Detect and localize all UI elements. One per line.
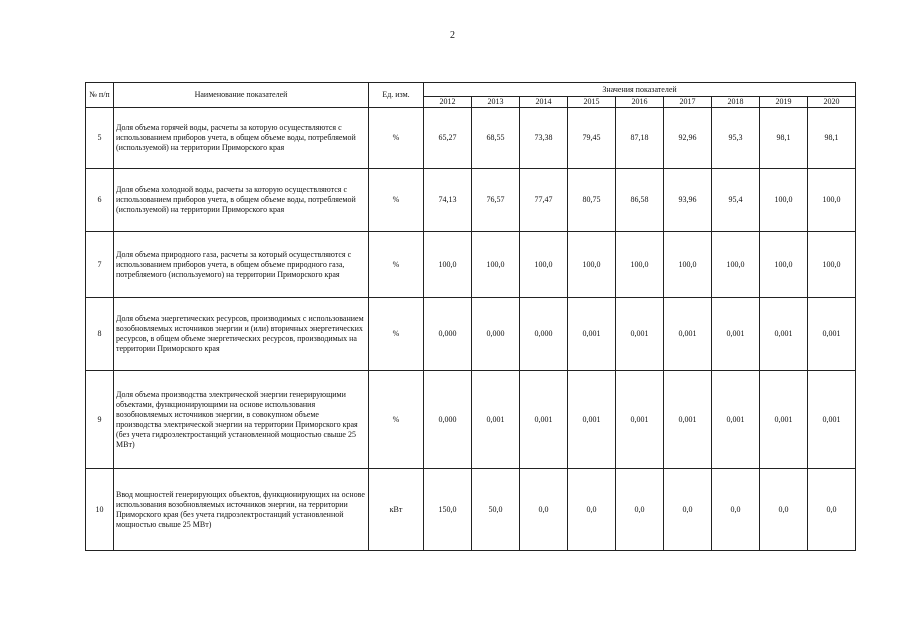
row-number: 5: [86, 108, 114, 169]
value-cell: 86,58: [616, 169, 664, 232]
value-cell: 0,0: [760, 469, 808, 551]
header-year: 2020: [808, 97, 856, 108]
row-number: 8: [86, 298, 114, 371]
value-cell: 0,000: [520, 298, 568, 371]
indicator-name: Доля объема холодной воды, расчеты за которую осуществляются с использованием приборов учета, в общем объеме воды, потребляемой (используемой) на территории Приморского края: [114, 169, 369, 232]
row-number: 7: [86, 232, 114, 298]
value-cell: 100,0: [472, 232, 520, 298]
value-cell: 0,001: [712, 371, 760, 469]
table-row: [86, 298, 856, 371]
value-cell: 0,001: [616, 371, 664, 469]
value-cell: 0,0: [664, 469, 712, 551]
page-number: 2: [450, 30, 455, 41]
value-cell: 92,96: [664, 108, 712, 169]
header-year: 2015: [568, 97, 616, 108]
table-row: [86, 108, 856, 169]
header-year: 2019: [760, 97, 808, 108]
unit-cell: %: [369, 169, 424, 232]
row-number: 6: [86, 169, 114, 232]
table-row: [86, 371, 856, 469]
value-cell: 0,000: [424, 298, 472, 371]
header-year: 2013: [472, 97, 520, 108]
unit-cell: кВт: [369, 469, 424, 551]
header-year: 2014: [520, 97, 568, 108]
value-cell: 0,001: [808, 298, 856, 371]
indicator-name: Ввод мощностей генерирующих объектов, функционирующих на основе использования возобновляемых источников энергии, на территории Приморского края (без учета гидроэлектростанций установленной мощностью свыше 25 МВт): [114, 469, 369, 551]
unit-cell: %: [369, 298, 424, 371]
value-cell: 0,001: [712, 298, 760, 371]
value-cell: 100,0: [520, 232, 568, 298]
value-cell: 0,000: [424, 371, 472, 469]
value-cell: 0,0: [712, 469, 760, 551]
indicator-name: Доля объема энергетических ресурсов, производимых с использованием возобновляемых источников энергии и (или) вторичных энергетических ресурсов, в общем объеме энергетических ресурсов, производимых на территории Приморского края: [114, 298, 369, 371]
value-cell: 100,0: [808, 169, 856, 232]
value-cell: 100,0: [712, 232, 760, 298]
indicator-name: Доля объема горячей воды, расчеты за которую осуществляются с использованием приборов учета, в общем объеме воды, потребляемой (используемой) на территории Приморского края: [114, 108, 369, 169]
header-num: № п/п: [86, 83, 114, 108]
value-cell: 0,001: [616, 298, 664, 371]
value-cell: 0,001: [472, 371, 520, 469]
value-cell: 100,0: [760, 169, 808, 232]
value-cell: 0,0: [568, 469, 616, 551]
value-cell: 98,1: [808, 108, 856, 169]
value-cell: 100,0: [616, 232, 664, 298]
value-cell: 73,38: [520, 108, 568, 169]
value-cell: 0,001: [664, 371, 712, 469]
value-cell: 100,0: [664, 232, 712, 298]
header-year: 2016: [616, 97, 664, 108]
header-year: 2012: [424, 97, 472, 108]
value-cell: 79,45: [568, 108, 616, 169]
value-cell: 68,55: [472, 108, 520, 169]
unit-cell: %: [369, 108, 424, 169]
value-cell: 87,18: [616, 108, 664, 169]
value-cell: 100,0: [424, 232, 472, 298]
value-cell: 0,0: [808, 469, 856, 551]
value-cell: 80,75: [568, 169, 616, 232]
table-row: [86, 232, 856, 298]
value-cell: 50,0: [472, 469, 520, 551]
table-row: [86, 169, 856, 232]
value-cell: 65,27: [424, 108, 472, 169]
value-cell: 0,001: [568, 298, 616, 371]
value-cell: 0,001: [664, 298, 712, 371]
value-cell: 0,001: [760, 298, 808, 371]
header-year: 2017: [664, 97, 712, 108]
row-number: 9: [86, 371, 114, 469]
value-cell: 95,3: [712, 108, 760, 169]
value-cell: 0,001: [568, 371, 616, 469]
value-cell: 100,0: [808, 232, 856, 298]
value-cell: 76,57: [472, 169, 520, 232]
value-cell: 100,0: [568, 232, 616, 298]
indicators-table: [85, 82, 856, 551]
table-header: [86, 83, 856, 108]
value-cell: 100,0: [760, 232, 808, 298]
indicator-name: Доля объема природного газа, расчеты за который осуществляются с использованием приборов учета, в общем объеме природного газа, потребляемого (используемого) на территории Приморского края: [114, 232, 369, 298]
unit-cell: %: [369, 371, 424, 469]
value-cell: 0,001: [808, 371, 856, 469]
value-cell: 0,001: [760, 371, 808, 469]
value-cell: 0,0: [616, 469, 664, 551]
value-cell: 95,4: [712, 169, 760, 232]
table-body: [86, 108, 856, 551]
value-cell: 150,0: [424, 469, 472, 551]
value-cell: 0,001: [520, 371, 568, 469]
value-cell: 98,1: [760, 108, 808, 169]
unit-cell: %: [369, 232, 424, 298]
header-name: Наименование показателей: [114, 83, 369, 108]
indicator-name: Доля объема производства электрической энергии генерирующими объектами, функционирующими на основе использования возобновляемых источников энергии, в совокупном объеме производства электрической энергии на территории Приморского края (без учета гидроэлектростанций установленной мощностью свыше 25 МВт): [114, 371, 369, 469]
header-values-group: Значения показателей: [424, 83, 856, 97]
value-cell: 0,0: [520, 469, 568, 551]
header-year: 2018: [712, 97, 760, 108]
table-row: [86, 469, 856, 551]
header-unit: Ед. изм.: [369, 83, 424, 108]
value-cell: 0,000: [472, 298, 520, 371]
value-cell: 93,96: [664, 169, 712, 232]
value-cell: 74,13: [424, 169, 472, 232]
value-cell: 77,47: [520, 169, 568, 232]
row-number: 10: [86, 469, 114, 551]
